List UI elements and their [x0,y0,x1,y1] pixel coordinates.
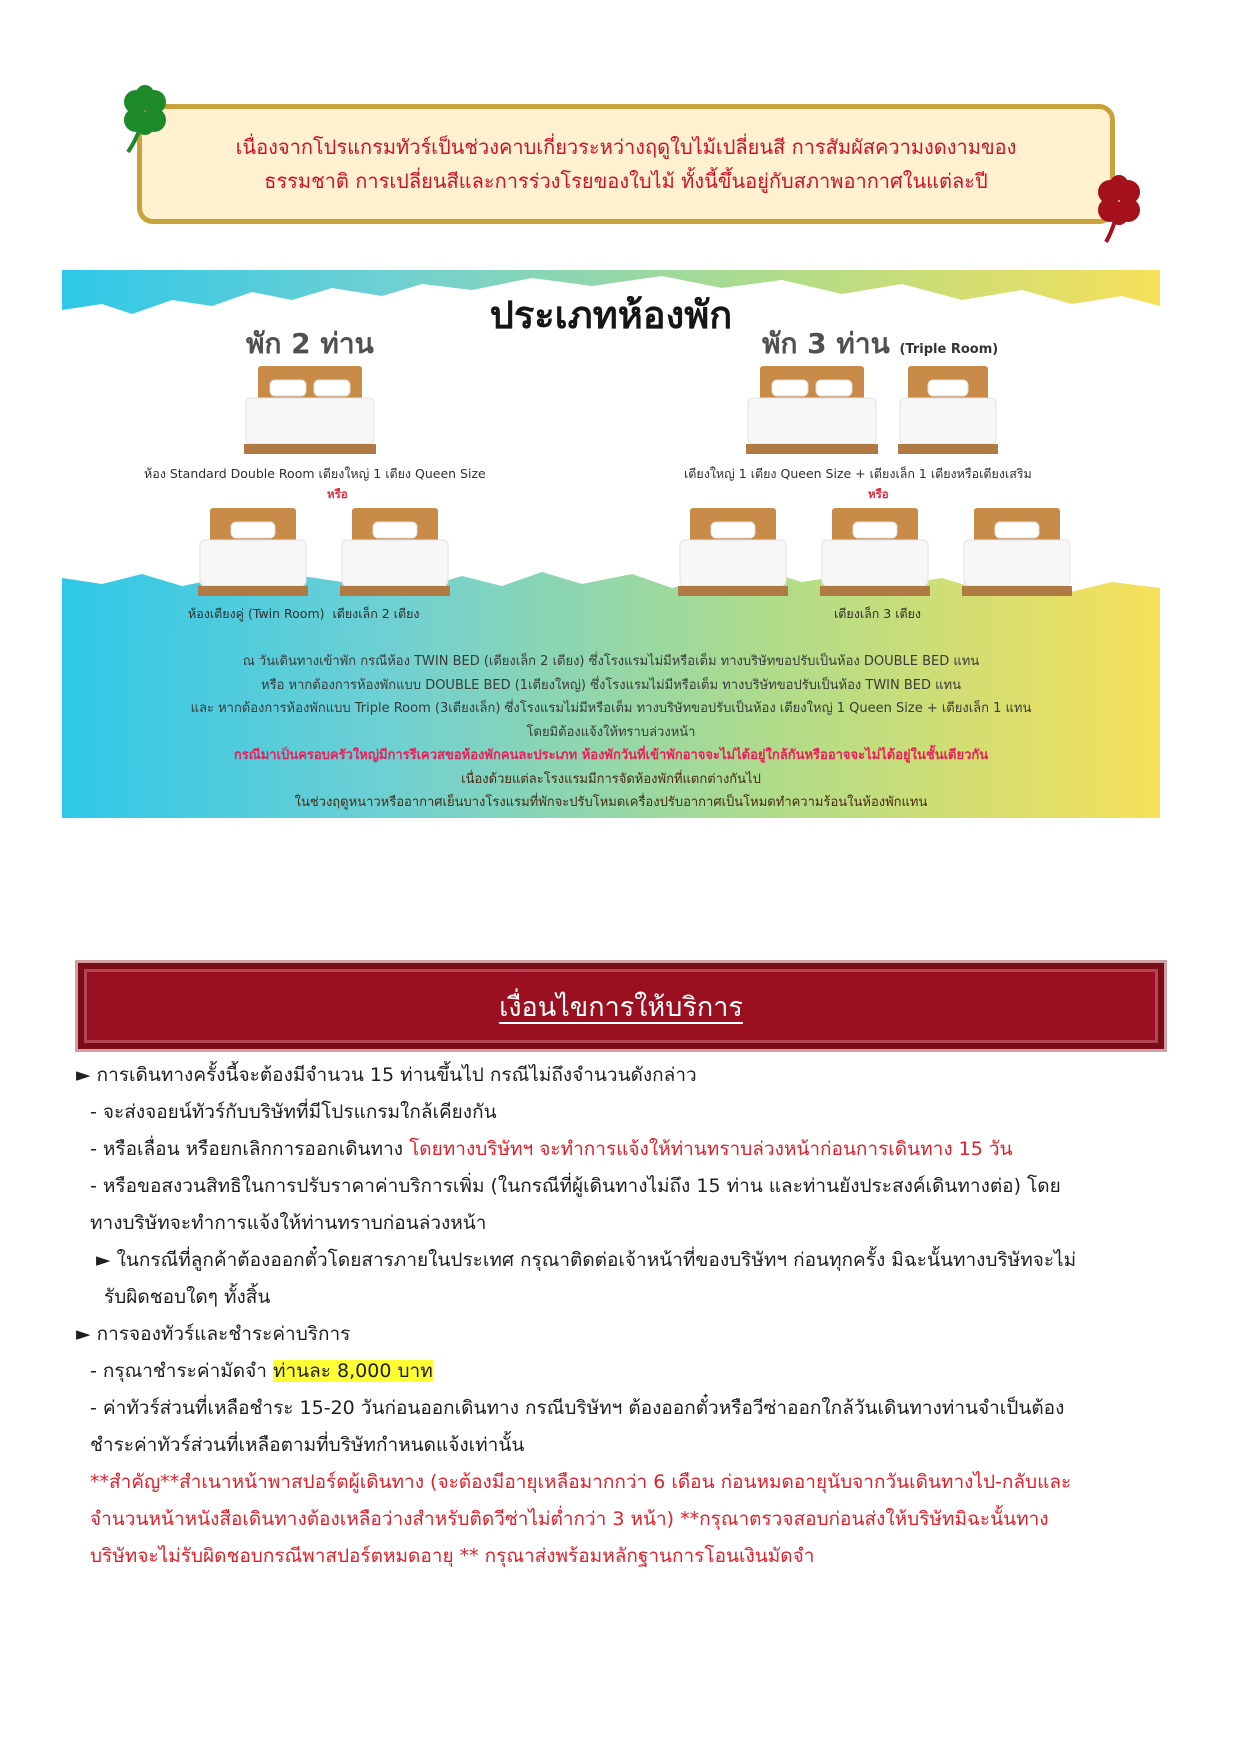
condition-line-important: บริษัทจะไม่รับผิดชอบกรณีพาสปอร์ตหมดอายุ ** กรุณาส่งพร้อมหลักฐานการโอนเงินมัดจำ [90,1545,815,1567]
caption-double-room: ห้อง Standard Double Room เตียงใหญ่ 1 เตียง Queen Size [144,466,486,481]
bed-icon [678,508,788,598]
condition-line: - หรือขอสงวนสิทธิในการปรับราคาค่าบริการเพิ่ม (ในกรณีที่ผู้เดินทางไม่ถึง 15 ท่าน และท่านยังประสงค์เดินทางต่อ) โดย [90,1175,1061,1197]
or-label-left: หรือ [327,487,348,501]
condition-text: - กรุณาชำระค่ามัดจำ [90,1360,273,1382]
bed-icon [244,366,376,456]
season-notice [137,104,1115,224]
caption-triple-room: เตียงใหญ่ 1 เตียง Queen Size + เตียงเล็ก 1 เตียงหรือเตียงเสริม [684,466,1032,481]
deposit-highlight: ท่านละ 8,000 บาท [272,1360,433,1382]
bed-icon [746,366,878,456]
triple-room-subtitle: (Triple Room) [899,342,999,357]
condition-line [76,1353,1184,1390]
condition-line-important: **สำคัญ**สำเนาหน้าพาสปอร์ตผู้เดินทาง (จะต้องมีอายุเหลือมากกว่า 6 เดือน ก่อนหมดอายุนับจากวันเดินทางไป-กลับและ [90,1471,1072,1493]
clover-red-icon [1088,172,1150,244]
condition-text: - หรือเลื่อน หรือยกเลิกการออกเดินทาง [90,1138,410,1160]
banner-note: ณ วันเดินทางเข้าพัก กรณีห้อง TWIN BED (เตียงเล็ก 2 เตียง) ซึ่งโรงแรมไม่มีหรือเต็ม ทางบริษัทขอปรับเป็นห้อง DOUBLE BED แทน [242,654,980,669]
condition-line: ► ในกรณีที่ลูกค้าต้องออกตั๋วโดยสารภายในประเทศ กรุณาติดต่อเจ้าหน้าที่ของบริษัทฯ ก่อนทุกครั้ง มิฉะนั้นทางบริษัทจะไม่ [96,1249,1077,1271]
caption-twin-room [188,604,420,624]
banner-note: โดยมิต้องแจ้งให้ทราบล่วงหน้า [526,724,696,740]
group-title-3-person [762,322,998,366]
banner-notes [62,650,1160,815]
room-type-banner [62,270,1160,818]
banner-note: และ หากต้องการห้องพักแบบ Triple Room (3เตียงเล็ก) ซึ่งโรงแรมไม่มีหรือเต็ม ทางบริษัทขอปรับเป็นห้อง เตียงใหญ่ 1 Queen Size + เตียงเล็ก 1 แทน [190,701,1032,716]
banner-note: หรือ หากต้องการห้องพักแบบ DOUBLE BED (1เตียงใหญ่) ซึ่งโรงแรมไม่มีหรือเต็ม ทางบริษัทขอปรับเป็นห้อง TWIN BED แทน [261,677,961,693]
condition-line: - ค่าทัวร์ส่วนที่เหลือชำระ 15-20 วันก่อนออกเดินทาง กรณีบริษัทฯ ต้องออกตั๋วหรือวีซ่าออกใกล้วันเดินทางท่านจำเป็นต้อง [90,1397,1065,1419]
bed-icon [820,508,930,598]
banner-note-winter: ในช่วงฤดูหนาวหรืออากาศเย็นบางโรงแรมที่พักจะปรับโหมดเครื่องปรับอากาศเป็นโหมดทำความร้อนในห้องพักแทน [294,795,928,810]
condition-line: ชำระค่าทัวร์ส่วนที่เหลือตามที่บริษัทกำหนดแจ้งเท่านั้น [90,1434,525,1456]
condition-line-important: จำนวนหน้าหนังสือเดินทางต้องเหลือว่างสำหรับติดวีซ่าไม่ต่ำกว่า 3 หน้า) **กรุณาตรวจสอบก่อนส่งให้บริษัทมิฉะนั้นทาง [90,1508,1049,1530]
or-label-right: หรือ [868,487,889,501]
condition-line: - จะส่งจอยน์ทัวร์กับบริษัทที่มีโปรแกรมใกล้เคียงกัน [90,1101,497,1123]
caption-3-small-beds: เตียงเล็ก 3 เตียง [834,606,922,621]
caption-twin-room-b: เตียงเล็ก 2 เตียง [332,606,420,621]
bed-icon [962,508,1072,598]
group-title-2-person: พัก 2 ท่าน [246,327,374,360]
conditions-body [76,1057,1184,1575]
banner-note-warning: กรณีมาเป็นครอบครัวใหญ่มีการรีเควสขอห้องพักคนละประเภท ห้องพักวันที่เข้าพักอาจจะไม่ได้อยู่ใกล้กันหรืออาจจะไม่ได้อยู่ในชั้นเดียวกัน [233,748,989,763]
notice-line-1: เนื่องจากโปรแกรมทัวร์เป็นช่วงคาบเกี่ยวระหว่างฤดูใบไม้เปลี่ยนสี การสัมผัสความงดงามของ [235,135,1017,159]
condition-line: รับผิดชอบใดๆ ทั้งสิ้น [104,1286,271,1308]
condition-line: ► การจองทัวร์และชำระค่าบริการ [76,1323,351,1345]
condition-line: ทางบริษัทจะทำการแจ้งให้ท่านทราบก่อนล่วงหน้า [90,1212,487,1234]
banner-note-hotel: เนื่องด้วยแต่ละโรงแรมมีการจัดห้องพักที่แตกต่างกันไป [461,771,761,787]
bed-icon [340,508,450,598]
banner-title: ประเภทห้องพัก [489,293,733,337]
condition-line: ► การเดินทางครั้งนี้จะต้องมีจำนวน 15 ท่านขึ้นไป กรณีไม่ถึงจำนวนดังกล่าว [76,1064,697,1086]
bed-icon [198,508,308,598]
clover-green-icon [114,82,176,154]
condition-line [76,1131,1184,1168]
bed-icon [898,366,998,456]
condition-text-red: โดยทางบริษัทฯ จะทำการแจ้งให้ท่านทราบล่วงหน้าก่อนการเดินทาง 15 วัน [409,1138,1013,1160]
caption-twin-room-a: ห้องเตียงคู่ (Twin Room) [188,606,325,621]
conditions-title: เงื่อนไขการให้บริการ [499,991,743,1023]
conditions-header [75,960,1167,1052]
group-title-3-person-text: พัก 3 ท่าน [762,327,890,360]
notice-line-2: ธรรมชาติ การเปลี่ยนสีและการร่วงโรยของใบไม้ ทั้งนี้ขึ้นอยู่กับสภาพอากาศในแต่ละปี [264,169,988,193]
